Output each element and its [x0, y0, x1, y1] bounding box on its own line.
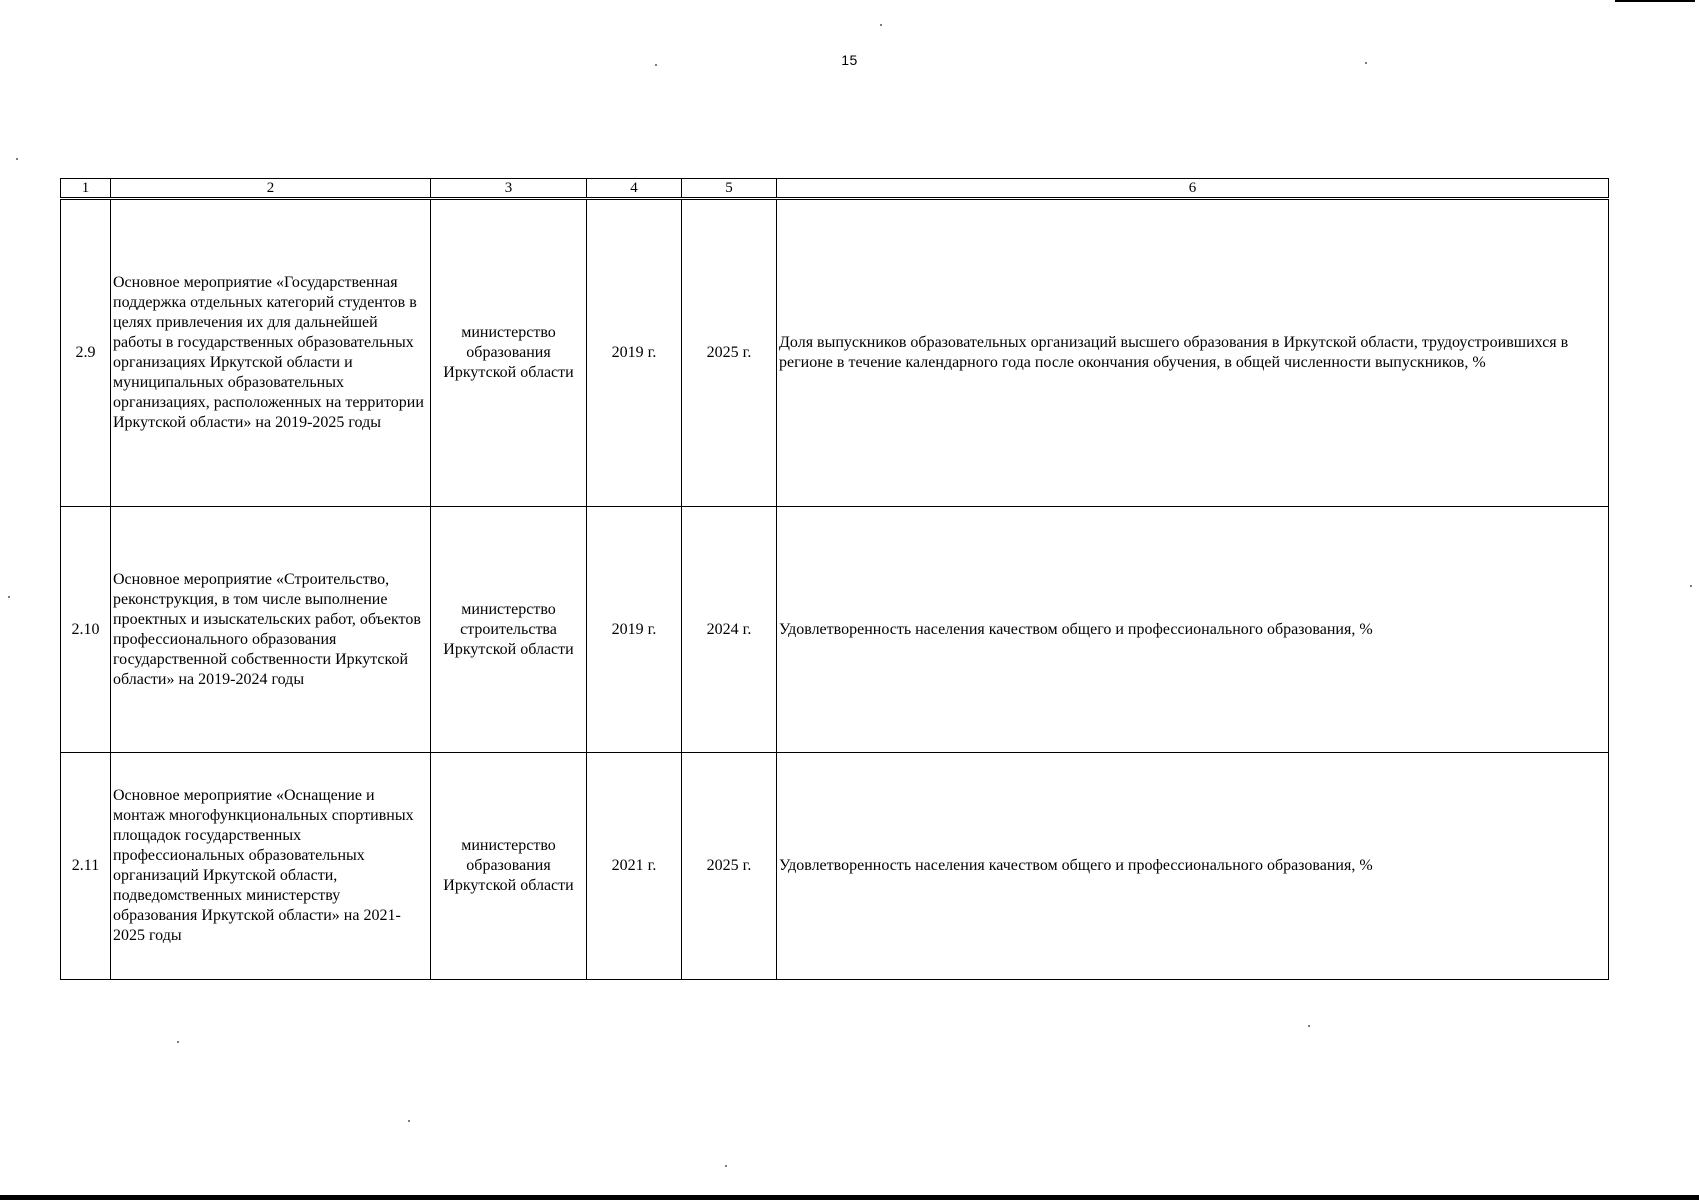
scan-speck — [177, 1041, 179, 1043]
scan-speck — [408, 1120, 410, 1122]
executor: министерство образования Иркутской области — [431, 199, 587, 507]
scan-speck — [1308, 1025, 1310, 1027]
target-indicator: Удовлетворенность населения качеством общего и профессионального образования, % — [777, 753, 1609, 980]
start-year: 2021 г. — [587, 753, 682, 980]
row-number: 2.9 — [61, 199, 111, 507]
table-row — [61, 199, 1609, 507]
scan-speck — [725, 1165, 727, 1167]
end-year: 2025 г. — [682, 753, 777, 980]
row-number: 2.10 — [61, 507, 111, 753]
scan-speck — [16, 158, 18, 160]
program-activities-table — [60, 178, 1609, 980]
column-header: 4 — [587, 179, 682, 199]
end-year: 2024 г. — [682, 507, 777, 753]
activity-name: Основное мероприятие «Строительство, реконструкция, в том числе выполнение проектных и изыскательских работ, объектов профессионального образования государственной собственности Иркутской области» на 2019-2024 годы — [111, 507, 431, 753]
page-number: 15 — [841, 52, 858, 68]
column-header: 1 — [61, 179, 111, 199]
table-row — [61, 507, 1609, 753]
column-header: 2 — [111, 179, 431, 199]
row-number: 2.11 — [61, 753, 111, 980]
scan-speck — [1365, 62, 1367, 64]
table-header-row — [61, 179, 1609, 199]
column-header: 3 — [431, 179, 587, 199]
scan-speck — [655, 64, 657, 66]
executor: министерство образования Иркутской области — [431, 753, 587, 980]
activity-name: Основное мероприятие «Государственная поддержка отдельных категорий студентов в целях привлечения их для дальнейшей работы в государственных образовательных организациях Иркутской области и муниципальных образовательных организациях, расположенных на территории Иркутской области» на 2019-2025 годы — [111, 199, 431, 507]
end-year: 2025 г. — [682, 199, 777, 507]
scan-bottom-edge — [0, 1195, 1699, 1200]
start-year: 2019 г. — [587, 507, 682, 753]
column-header: 6 — [777, 179, 1609, 199]
scan-speck — [880, 24, 882, 26]
target-indicator: Доля выпускников образовательных организаций высшего образования в Иркутской области, трудоустроившихся в регионе в течение календарного года после окончания обучения, в общей численности выпускников, % — [777, 199, 1609, 507]
start-year: 2019 г. — [587, 199, 682, 507]
scan-corner-mark — [1615, 0, 1695, 2]
column-header: 5 — [682, 179, 777, 199]
scan-speck — [1690, 585, 1692, 587]
activity-name: Основное мероприятие «Оснащение и монтаж многофункциональных спортивных площадок государственных профессиональных образовательных организаций Иркутской области, подведомственных министерству образования Иркутской области» на 2021-2025 годы — [111, 753, 431, 980]
executor: министерство строительства Иркутской области — [431, 507, 587, 753]
table-row — [61, 753, 1609, 980]
target-indicator: Удовлетворенность населения качеством общего и профессионального образования, % — [777, 507, 1609, 753]
scan-speck — [8, 596, 10, 598]
